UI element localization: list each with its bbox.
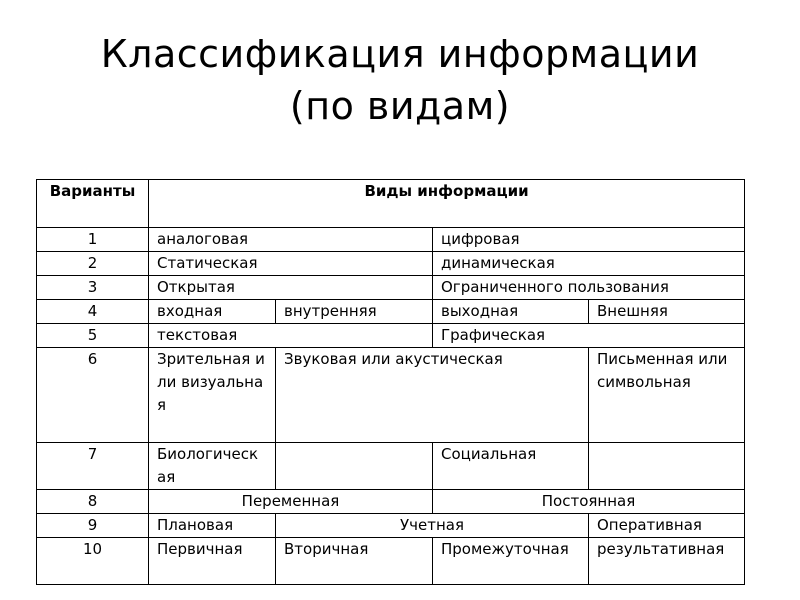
table-row (37, 228, 745, 252)
row-number: 3 (37, 276, 149, 300)
table-cell: текстовая (149, 324, 433, 348)
table-row (37, 514, 745, 538)
table-row (37, 300, 745, 324)
table-cell: Открытая (149, 276, 433, 300)
table-cell: Ограниченного пользования (433, 276, 745, 300)
table-row (37, 276, 745, 300)
row-number: 2 (37, 252, 149, 276)
table-cell: Плановая (149, 514, 276, 538)
table-cell: выходная (433, 300, 589, 324)
table-cell: аналоговая (149, 228, 433, 252)
table-cell: Постоянная (433, 490, 745, 514)
table-cell: Внешняя (589, 300, 745, 324)
table-cell: Письменная или символьная (589, 348, 745, 443)
table-cell: Оперативная (589, 514, 745, 538)
table-cell: Биологическая (149, 443, 276, 490)
table-header-row (37, 180, 745, 228)
page-title (0, 28, 800, 132)
table-cell: Промежуточная (433, 538, 589, 585)
row-number: 10 (37, 538, 149, 585)
table-row (37, 348, 745, 443)
table-cell: динамическая (433, 252, 745, 276)
table-cell: результативная (589, 538, 745, 585)
table-cell: Статическая (149, 252, 433, 276)
header-kinds: Виды информации (149, 180, 745, 228)
row-number: 4 (37, 300, 149, 324)
table-row (37, 490, 745, 514)
table-cell: входная (149, 300, 276, 324)
table-cell: Вторичная (276, 538, 433, 585)
table-row (37, 443, 745, 490)
header-variants: Варианты (37, 180, 149, 228)
table-cell: Социальная (433, 443, 589, 490)
row-number: 7 (37, 443, 149, 490)
table-row (37, 538, 745, 585)
row-number: 8 (37, 490, 149, 514)
table-cell: цифровая (433, 228, 745, 252)
table-row (37, 324, 745, 348)
table-cell: Переменная (149, 490, 433, 514)
table-cell: Первичная (149, 538, 276, 585)
row-number: 9 (37, 514, 149, 538)
row-number: 6 (37, 348, 149, 443)
row-number: 5 (37, 324, 149, 348)
table-cell: Звуковая или акустическая (276, 348, 589, 443)
table-cell: внутренняя (276, 300, 433, 324)
row-number: 1 (37, 228, 149, 252)
title-line-1: Классификация информации (100, 32, 700, 76)
title-line-2: (по видам) (289, 84, 511, 128)
table-cell: Учетная (276, 514, 589, 538)
classification-table (36, 179, 745, 585)
table-cell-empty (589, 443, 745, 490)
table-cell: Зрительная или визуальная (149, 348, 276, 443)
table-cell-empty (276, 443, 433, 490)
table-row (37, 252, 745, 276)
table-cell: Графическая (433, 324, 745, 348)
